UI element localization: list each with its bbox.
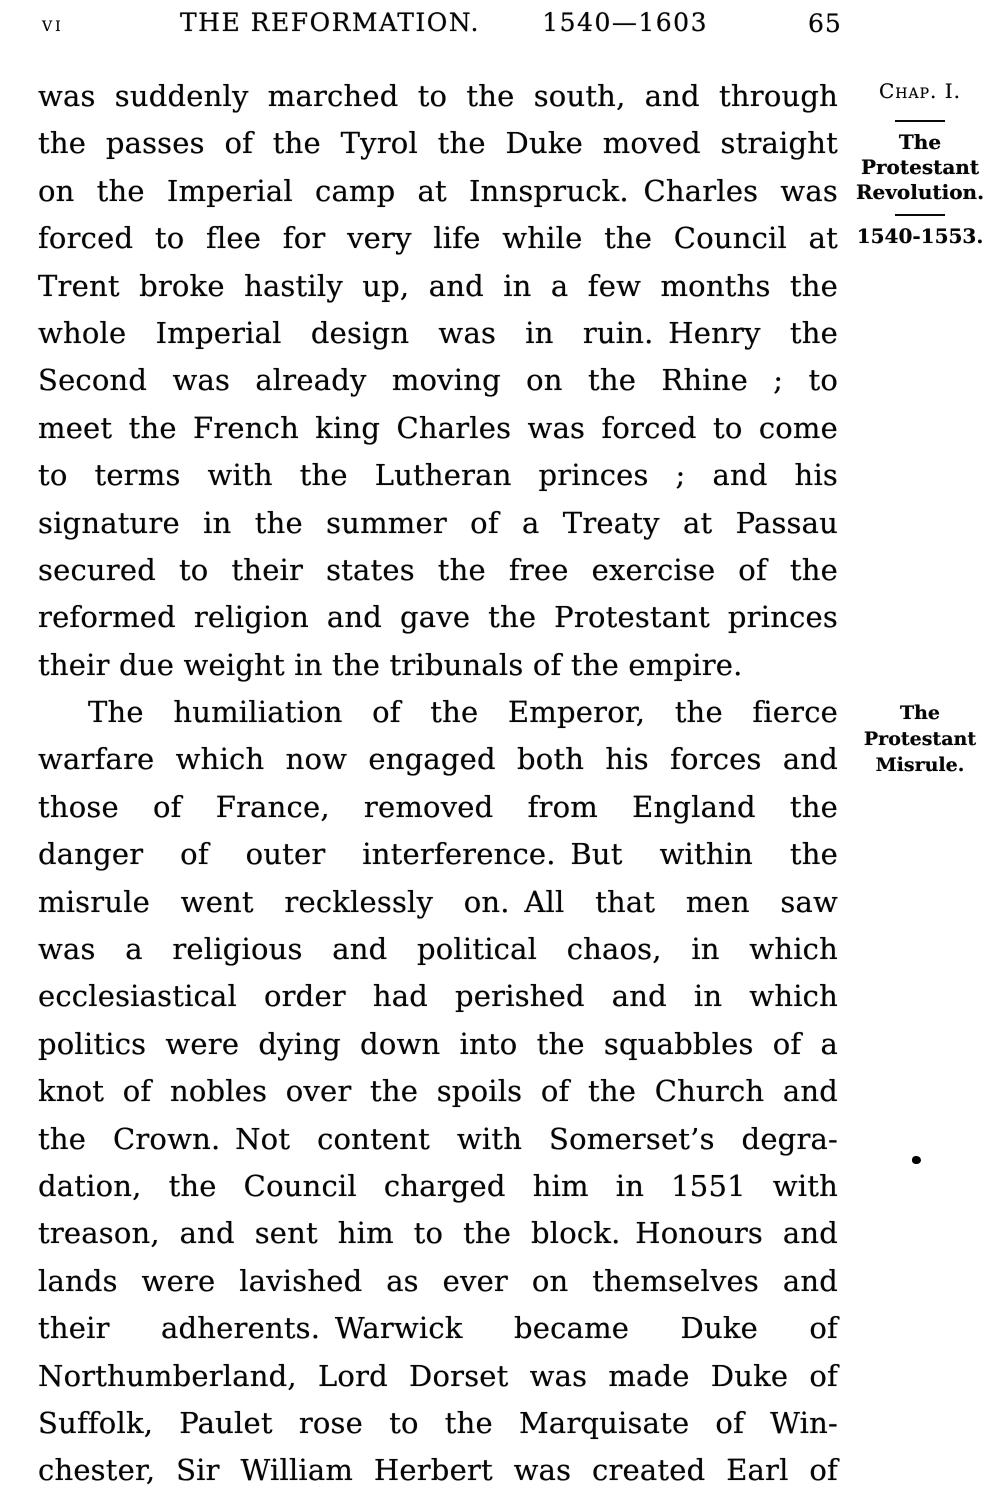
chapter-dates: 1540-1553. — [856, 224, 984, 248]
running-header — [180, 8, 708, 37]
text-line: on the Imperial camp at Innspruck. Charles was — [38, 173, 838, 208]
text-line: knot of nobles over the spoils of the Church and — [38, 1074, 838, 1109]
text-line: forced to flee for very life while the Council at — [38, 221, 838, 256]
margin-note-section — [845, 700, 995, 778]
chapter-label: Chap. I. — [878, 79, 961, 103]
ink-speck — [912, 1156, 921, 1164]
text-line: politics were dying down into the squabbles of a — [38, 1026, 838, 1061]
chapter-title-line: Revolution. — [855, 180, 985, 204]
text-line: warfare which now engaged both his forces and — [38, 742, 838, 777]
text-line: was a religious and political chaos, in which — [38, 932, 838, 967]
margin-rule — [895, 214, 945, 216]
text-line: was suddenly marched to the south, and through — [38, 79, 838, 113]
margin-note-chapter — [845, 78, 995, 249]
running-title: THE REFORMATION. — [180, 8, 480, 37]
chapter-title — [845, 130, 995, 205]
page-number: 65 — [808, 9, 842, 38]
header-signature-mark: vi — [42, 12, 64, 36]
text-line: meet the French king Charles was forced to come — [38, 410, 838, 445]
text-line: the Crown. Not content with Somerset’s degra- — [38, 1121, 838, 1156]
text-line: their adherents. Warwick became Duke of — [38, 1311, 838, 1346]
text-line: ecclesiastical order had perished and in which — [38, 979, 838, 1014]
section-note-line: Misrule. — [875, 754, 965, 776]
text-line: lands were lavished as ever on themselves and — [38, 1263, 838, 1298]
section-note-line: Protestant — [863, 728, 977, 750]
text-line: those of France, removed from England the — [38, 789, 838, 824]
text-line: chester, Sir William Herbert was created Earl of — [38, 1453, 838, 1488]
body-text — [38, 73, 838, 1495]
text-line: whole Imperial design was in ruin. Henry the — [38, 315, 838, 350]
text-line: Northumberland, Lord Dorset was made Duke of — [38, 1358, 838, 1393]
text-line: dation, the Council charged him in 1551 with — [38, 1168, 838, 1203]
running-date-range: 1540—1603 — [542, 8, 708, 37]
text-line: Trent broke hastily up, and in a few months the — [38, 268, 838, 303]
chapter-title-line: The — [898, 130, 942, 154]
text-line: reformed religion and gave the Protestant princes — [38, 600, 838, 635]
text-line: their due weight in the tribunals of the empire. — [38, 647, 743, 682]
text-line: the passes of the Tyrol the Duke moved straight — [38, 126, 838, 161]
text-line: signature in the summer of a Treaty at Passau — [38, 505, 838, 540]
text-line: treason, and sent him to the block. Honours and — [38, 1216, 838, 1251]
text-line: misrule went recklessly on. All that men saw — [38, 884, 838, 919]
text-line: The humiliation of the Emperor, the fierce — [88, 695, 838, 730]
section-note-line: The — [899, 702, 941, 724]
text-line: to terms with the Lutheran princes ; and his — [38, 458, 838, 493]
text-line: danger of outer interference. But within the — [38, 837, 838, 872]
text-line: Suffolk, Paulet rose to the Marquisate of Win- — [38, 1405, 838, 1440]
text-line: secured to their states the free exercise of the — [38, 552, 838, 587]
text-line: Second was already moving on the Rhine ; to — [38, 363, 838, 398]
chapter-title-line: Protestant — [860, 155, 980, 179]
margin-rule — [895, 120, 945, 122]
